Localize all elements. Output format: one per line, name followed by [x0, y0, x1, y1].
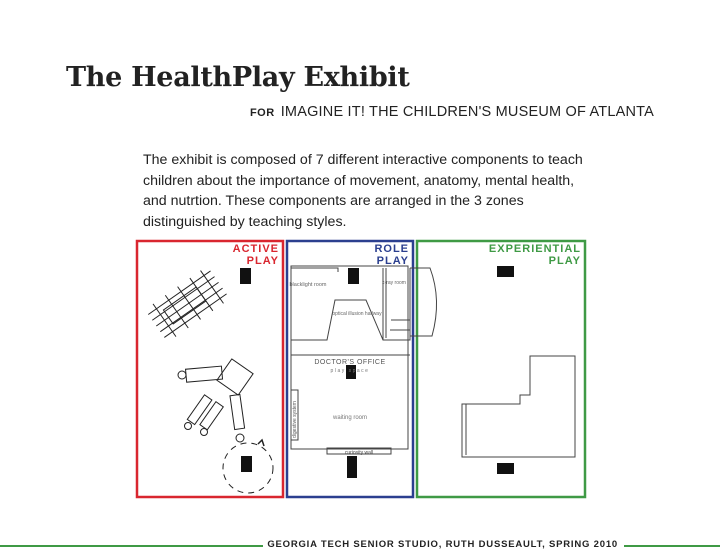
blacklight-room-label: blacklight room: [289, 282, 327, 288]
experiential-marker-bottom: [497, 463, 514, 474]
active-marker-bottom: [241, 456, 252, 472]
experiential-play-label-line2: PLAY: [548, 255, 581, 267]
optical-illusion-label: optical illusion hallway: [332, 311, 382, 317]
intro-paragraph: The exhibit is composed of 7 different interactive components to teach children about the importance of movement, anatomy, mental health, and nutrtion. These components are arranged in the 3 zones distinguished by teaching styles.: [143, 152, 583, 230]
active-play-label-line2: PLAY: [246, 255, 279, 267]
xray-room-label: x-ray room: [382, 280, 406, 286]
subtitle-museum: IMAGINE IT! THE CHILDREN'S MUSEUM OF ATLANTA: [280, 104, 654, 120]
digestive-system-label: digestive system: [292, 401, 298, 438]
experiential-play-zone: [417, 241, 585, 497]
role-marker-bottom: [347, 456, 357, 478]
active-marker-top: [240, 268, 251, 284]
active-play-label-line1: ACTIVE: [232, 243, 279, 255]
role-play-label-line2: PLAY: [376, 255, 409, 267]
curiosity-wall-label: curiosity wall: [344, 450, 374, 456]
footer-rule-right: [624, 545, 720, 547]
page-title: The HealthPlay Exhibit: [66, 62, 410, 93]
waiting-room-label: waiting room: [332, 415, 368, 421]
role-marker-top: [348, 268, 359, 284]
play-space-label: play space: [330, 368, 370, 374]
subtitle-for: FOR: [249, 107, 275, 119]
experiential-marker-top: [497, 266, 514, 277]
active-play-label: [233, 243, 279, 267]
experiential-play-label-line1: EXPERIENTIAL: [488, 243, 581, 255]
footer-credit: GEORGIA TECH SENIOR STUDIO, RUTH DUSSEAULT, SPRING 2010: [263, 539, 622, 550]
experiential-play-label: [489, 243, 581, 267]
active-play-equipment: [145, 266, 273, 493]
role-play-label-line1: ROLE: [374, 243, 409, 255]
experiential-play-structure: [462, 356, 575, 457]
role-play-label: [374, 243, 409, 267]
doctors-office-label: DOCTOR'S OFFICE: [314, 359, 386, 366]
